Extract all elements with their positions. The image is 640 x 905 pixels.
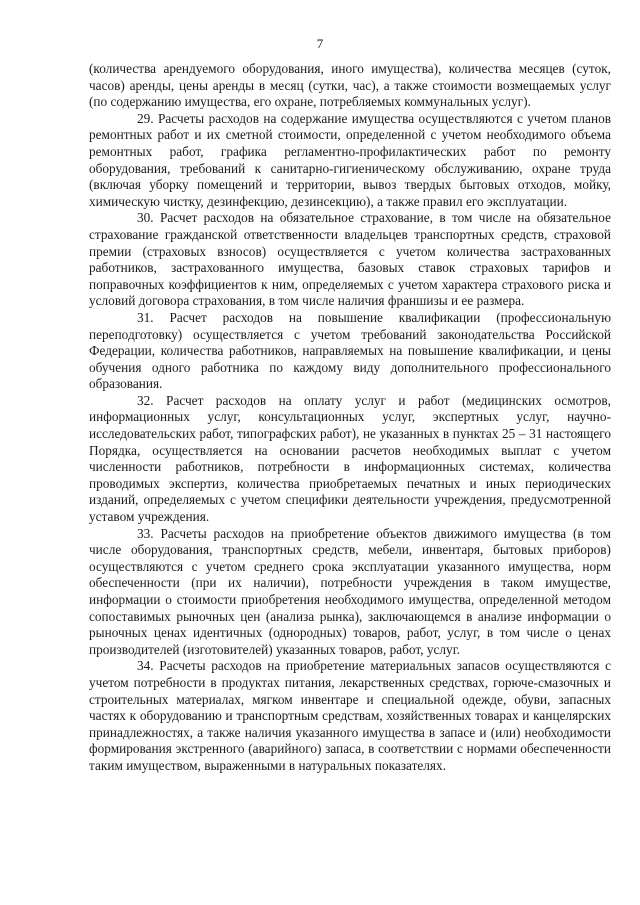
paragraph-continuation: (количества арендуемого оборудования, иного имущества), количества месяцев (суток, часов) аренды, цены аренды в месяц (сутки, час), а также стоимости возмещаемых услуг (по содержанию имущества, его охране, потребляемых коммунальных услуг). (89, 61, 611, 110)
paragraph-31: 31. Расчет расходов на повышение квалификации (профессиональную переподготовку) осуществляется с учетом требований законодательства Российской Федерации, количества работников, направляемых на повышение квалификации, и цены обучения одного работника по каждому виду дополнительного профессионального образования. (89, 309, 611, 392)
paragraph-30: 30. Расчет расходов на обязательное страхование, в том числе на обязательное страхование гражданской ответственности владельцев транспортных средств, страховой премии (страховых взносов) осуществляется с учетом количества застрахованных работников, застрахованного имущества, базовых ставок страховых тарифов и поправочных коэффициентов к ним, определяемых с учетом характера страхового риска и условий договора страхования, в том числе наличия франшизы и ее размера. (89, 210, 611, 309)
paragraph-33: 33. Расчеты расходов на приобретение объектов движимого имущества (в том числе оборудования, транспортных средств, мебели, инвентаря, бытовых приборов) осуществляются с учетом среднего срока эксплуатации указанного имущества, норм обеспеченности (при их наличии), потребности учреждения в таком имуществе, информации о стоимости приобретения необходимого имущества, определенной методом сопоставимых рыночных цен (анализа рынка), заключающемся в анализе информации о рыночных ценах идентичных (однородных) товаров, работ, услуг, в том числе о ценах производителей (изготовителей) указанных товаров, работ, услуг. (89, 525, 611, 657)
paragraph-29: 29. Расчеты расходов на содержание имущества осуществляются с учетом планов ремонтных работ и их сметной стоимости, определенной с учетом необходимого объема ремонтных работ, графика регламентно-профилактических работ по ремонту оборудования, требований к санитарно-гигиеническому обслуживанию, охране труда (включая уборку помещений и территории, вывоз твердых бытовых отходов, мойку, химическую чистку, дезинфекцию, дезинсекцию), а также правил его эксплуатации. (89, 110, 611, 209)
paragraph-32: 32. Расчет расходов на оплату услуг и работ (медицинских осмотров, информационных услуг, консультационных услуг, экспертных услуг, научно-исследовательских работ, типографских работ), не указанных в пунктах 25 – 31 настоящего Порядка, осуществляется на основании расчетов необходимых выплат с учетом численности работников, потребности в информационных системах, количества проводимых экспертиз, количества приобретаемых печатных и иных периодических изданий, определяемых с учетом специфики деятельности учреждения, предусмотренной уставом учреждения. (89, 392, 611, 525)
page-number: 7 (316, 36, 324, 51)
document-body (89, 61, 611, 775)
paragraph-34: 34. Расчеты расходов на приобретение материальных запасов осуществляются с учетом потребности в продуктах питания, лекарственных средствах, горюче-смазочных и строительных материалах, мягком инвентаре и специальной одежде, обуви, запасных частях к оборудованию и транспортным средствам, хозяйственных товарах и канцелярских принадлежностях, а также наличия указанного имущества в запасе и (или) необходимости формирования экстренного (аварийного) запаса, в соответствии с нормами обеспеченности таким имуществом, выраженными в натуральных показателях. (89, 658, 611, 773)
